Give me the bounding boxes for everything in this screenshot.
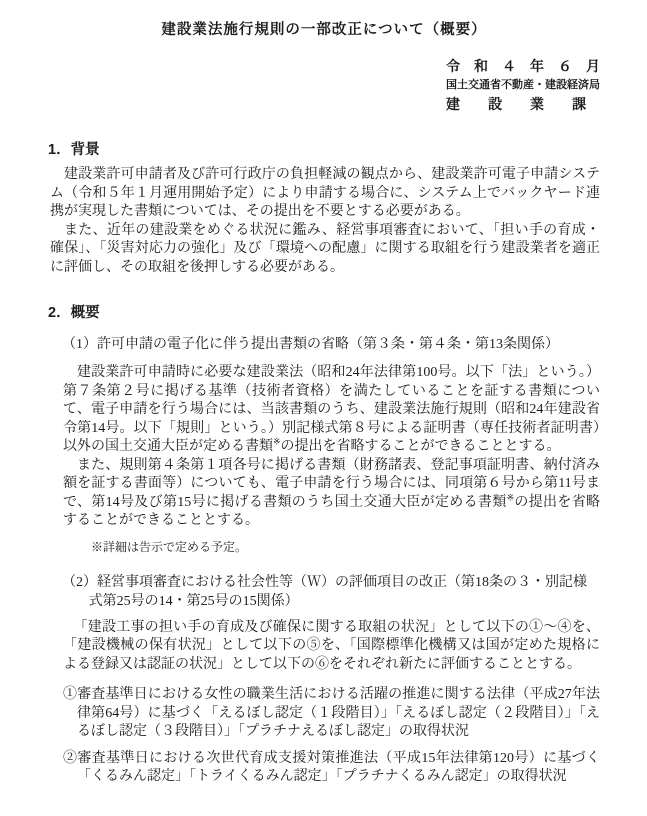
header-meta [446, 56, 600, 114]
document-date: 令 和 ４ 年 ６ 月 [446, 58, 600, 74]
numbered-item-1: ①審査基準日における女性の職業生活における活躍の推進に関する法律（平成27年法律第64号）に基づく「えるぼし認定（１段階目）」「えるぼし認定（２段階目）」「えるぼし認定（３段階目）」「プラチナえるぼし認定」の取得状況 [63, 687, 600, 739]
subsection1-paragraph-1-text: 建設業許可申請時に必要な建設業法（昭和24年法律第100号。以下「法」という。）第７条第２号に掲げる基準（技術者資格）を満たしていることを証する書類について、電子申請を行う場合には、当該書類のうち、建設業法施行規則（昭和24年建設省令第14号。以下「規則」という。）別記様式第８号による証明書（専任技術者証明書）以外の国土交通大臣が定める書類 [63, 365, 600, 454]
subsection1-paragraph-1-tail: の提出を省略することができることとする。 [280, 439, 561, 454]
section1-paragraph-1: 建設業許可申請者及び許可行政庁の負担軽減の観点から、建設業許可電子申請システム（令和５年１月運用開始予定）により申請する場合に、システム上でバックヤード連携が実現した書類については、その提出を不要とする必要がある。 [50, 167, 600, 219]
subsection2-paragraph-1: 「建設工事の担い手の育成及び確保に関する取組の状況」として以下の①～④を、「建設機械の保有状況」として以下の⑤を、「国際標準化機構又は国が定めた規格による登録又は認証の状況」として以下の⑥をそれぞれ新たに評価することとする。 [63, 619, 600, 672]
subsection1-paragraph-2-tail: の提出を省略することができることとする。 [63, 494, 601, 528]
numbered-item-2: ②審査基準日における次世代育成支援対策推進法（平成15年法律第120号）に基づく「くるみん認定」「トライくるみん認定」「プラチナくるみん認定」の取得状況 [63, 750, 600, 784]
footnote-reference-mark: ※ [506, 491, 515, 502]
issuing-division: 建 設 業 課 [446, 96, 586, 112]
subsection2-heading: （2）経営事項審査における社会性等（Ｗ）の評価項目の改正（第18条の３・別記様式第25号の14・第25号の15関係） [62, 574, 587, 609]
section1-heading: 1．背景 [48, 142, 100, 158]
issuing-bureau: 国土交通省不動産・建設経済局 [446, 79, 600, 91]
section-overview [48, 303, 600, 787]
subsection1-heading: （1）許可申請の電子化に伴う提出書類の省略（第３条・第４条・第13条関係） [62, 337, 559, 352]
section2-heading: 2．概要 [48, 305, 100, 321]
subsection1-paragraph-2 [63, 457, 600, 531]
section-background [48, 140, 600, 277]
document-title: 建設業法施行規則の一部改正について（概要） [161, 22, 487, 38]
subsection1-paragraph-2-text: また、規則第４条第１項各号に掲げる書類（財務諸表、登記事項証明書、納付済み額を証する書面等）についても、電子申請を行う場合には、同項第６号から第11号まで、第14号及び第15号に掲げる書類のうち国土交通大臣が定める書類 [63, 457, 600, 510]
subsection1-paragraph-1 [63, 364, 600, 457]
footnote-reference-mark: ※ [273, 436, 281, 447]
footnote-text: ※詳細は告示で定める予定。 [91, 539, 248, 554]
section1-paragraph-2: また、近年の建設業をめぐる状況に鑑み、経営事項審査において、「担い手の育成・確保」、「災害対応力の強化」及び「環境への配慮」に関する取組を行う建設業者を適正に評価し、その取組を後押しする必要がある。 [50, 222, 600, 275]
